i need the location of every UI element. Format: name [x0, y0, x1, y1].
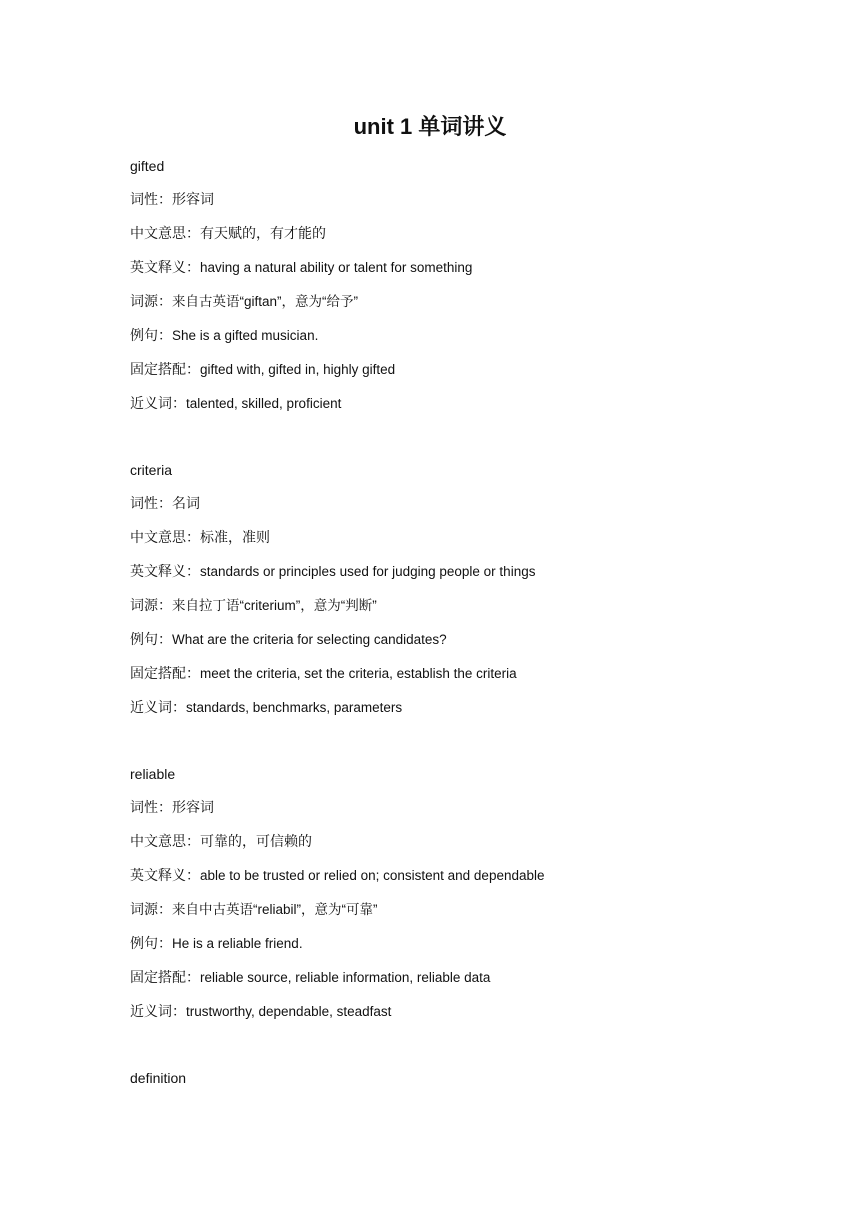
- entry-synonyms: [130, 995, 810, 1029]
- etym-label: 词源：: [130, 902, 172, 918]
- syn-label: 近义词：: [130, 396, 186, 412]
- entry-etymology: [130, 893, 810, 927]
- pos-label: 词性：: [130, 800, 172, 816]
- cn-value: 有天赋的，有才能的: [200, 226, 326, 242]
- example-value: What are the criteria for selecting candidates?: [172, 632, 447, 647]
- entry-headword: criteria: [130, 462, 173, 478]
- cn-label: 中文意思：: [130, 834, 200, 850]
- cn-label: 中文意思：: [130, 226, 200, 242]
- entry-chinese-meaning: [130, 521, 810, 555]
- entry-english-definition: [130, 251, 810, 285]
- pos-label: 词性：: [130, 496, 172, 512]
- etym-value: 来自中古英语“reliabil”，意为“可靠”: [172, 902, 378, 917]
- colloc-value: gifted with, gifted in, highly gifted: [200, 362, 396, 377]
- entry-headword: gifted: [130, 158, 165, 174]
- colloc-label: 固定搭配：: [130, 666, 200, 682]
- entry-headword: definition: [130, 1070, 187, 1086]
- example-value: She is a gifted musician.: [172, 328, 319, 343]
- entry-collocations: [130, 657, 810, 691]
- page-title: unit 1 单词讲义: [353, 114, 507, 139]
- etym-label: 词源：: [130, 294, 172, 310]
- entry-chinese-meaning: [130, 217, 810, 251]
- pos-label: 词性：: [130, 192, 172, 208]
- entry-part-of-speech: [130, 791, 810, 825]
- en-value: standards or principles used for judging people or things: [200, 564, 536, 579]
- example-label: 例句：: [130, 632, 172, 648]
- example-label: 例句：: [130, 328, 172, 344]
- example-label: 例句：: [130, 936, 172, 952]
- etym-value: 来自古英语“giftan”，意为“给予”: [172, 294, 359, 309]
- syn-value: talented, skilled, proficient: [186, 396, 342, 411]
- pos-value: 形容词: [172, 800, 214, 816]
- syn-label: 近义词：: [130, 1004, 186, 1020]
- en-label: 英文释义：: [130, 868, 200, 884]
- colloc-label: 固定搭配：: [130, 362, 200, 378]
- colloc-value: meet the criteria, set the criteria, establish the criteria: [200, 666, 517, 681]
- entry-collocations: [130, 353, 810, 387]
- entry-part-of-speech: [130, 183, 810, 217]
- example-value: He is a reliable friend.: [172, 936, 303, 951]
- entry-synonyms: [130, 387, 810, 421]
- entry-synonyms: [130, 691, 810, 725]
- colloc-label: 固定搭配：: [130, 970, 200, 986]
- entry-etymology: [130, 285, 810, 319]
- entry-collocations: [130, 961, 810, 995]
- vocab-entry-criteria: [130, 453, 810, 725]
- pos-value: 名词: [172, 496, 200, 512]
- en-value: having a natural ability or talent for something: [200, 260, 473, 275]
- entry-english-definition: [130, 555, 810, 589]
- cn-value: 标准，准则: [200, 530, 270, 546]
- en-label: 英文释义：: [130, 564, 200, 580]
- vocab-entry-reliable: [130, 757, 810, 1029]
- colloc-value: reliable source, reliable information, reliable data: [200, 970, 491, 985]
- syn-value: standards, benchmarks, parameters: [186, 700, 403, 715]
- cn-value: 可靠的，可信赖的: [200, 834, 312, 850]
- vocab-entry-definition: [130, 1061, 810, 1095]
- entry-chinese-meaning: [130, 825, 810, 859]
- pos-value: 形容词: [172, 192, 214, 208]
- en-value: able to be trusted or relied on; consistent and dependable: [200, 868, 545, 883]
- entry-etymology: [130, 589, 810, 623]
- entry-english-definition: [130, 859, 810, 893]
- entry-example: [130, 927, 810, 961]
- entry-headword: reliable: [130, 766, 176, 782]
- syn-label: 近义词：: [130, 700, 186, 716]
- entry-part-of-speech: [130, 487, 810, 521]
- entry-example: [130, 623, 810, 657]
- syn-value: trustworthy, dependable, steadfast: [186, 1004, 392, 1019]
- en-label: 英文释义：: [130, 260, 200, 276]
- etym-value: 来自拉丁语“criterium”，意为“判断”: [172, 598, 377, 613]
- cn-label: 中文意思：: [130, 530, 200, 546]
- vocab-entry-gifted: [130, 149, 810, 421]
- entry-example: [130, 319, 810, 353]
- etym-label: 词源：: [130, 598, 172, 614]
